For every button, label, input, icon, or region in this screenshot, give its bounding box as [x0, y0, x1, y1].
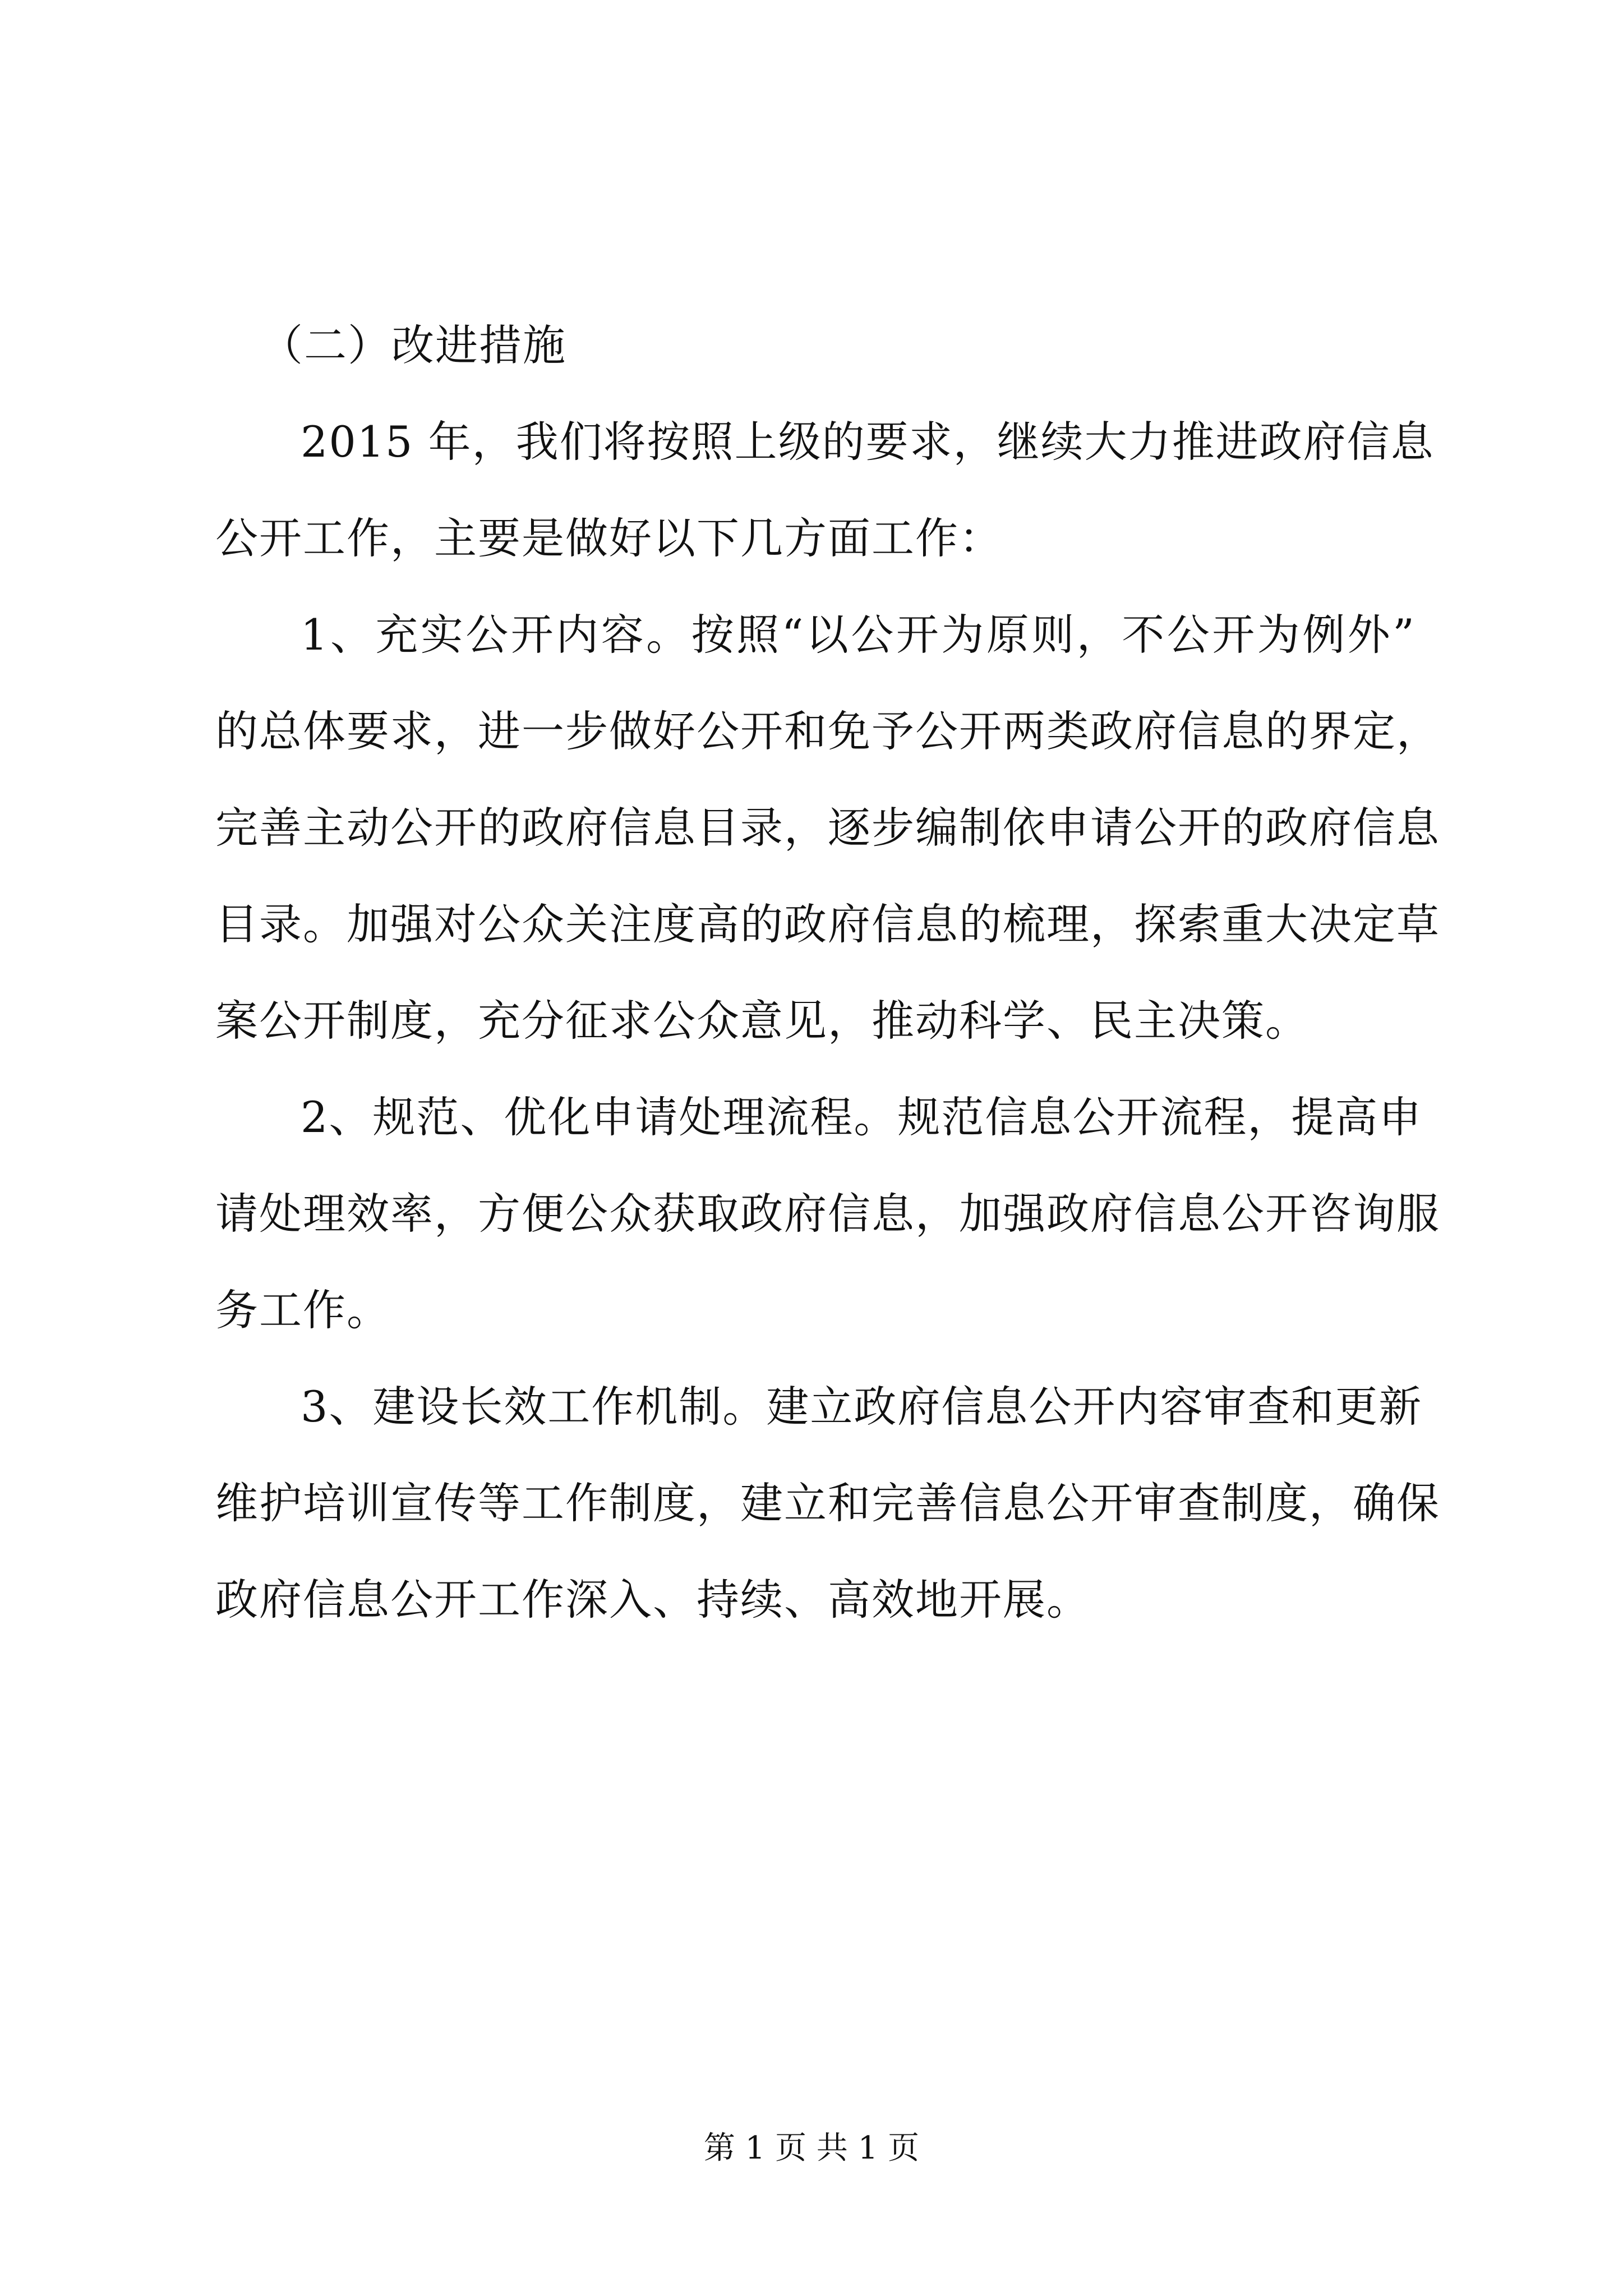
paragraph-2-line-1: 1、充实公开内容。按照“以公开为原则，不公开为例外” [301, 610, 1415, 660]
paragraph-1-line-1: 2015 年，我们将按照上级的要求，继续大力推进政府信息 [301, 417, 1435, 467]
paragraph-4-line-1: 3、建设长效工作机制。建立政府信息公开内容审查和更新 [301, 1382, 1423, 1432]
paragraph-3-line-3: 务工作。 [215, 1285, 390, 1335]
paragraph-4-line-2: 维护培训宣传等工作制度，建立和完善信息公开审查制度，确保 [215, 1478, 1440, 1528]
paragraph-1-line-2: 公开工作，主要是做好以下几方面工作： [215, 513, 1003, 563]
paragraph-2-line-3: 完善主动公开的政府信息目录，逐步编制依申请公开的政府信息 [215, 803, 1440, 853]
paragraph-2-line-5: 案公开制度，充分征求公众意见，推动科学、民主决策。 [215, 996, 1309, 1046]
paragraph-4-line-3: 政府信息公开工作深入、持续、高效地开展。 [215, 1575, 1090, 1625]
paragraph-3-line-1: 2、规范、优化申请处理流程。规范信息公开流程，提高申 [301, 1092, 1423, 1142]
page-number-footer: 第 1 页 共 1 页 [703, 2130, 920, 2166]
paragraph-2-line-2: 的总体要求，进一步做好公开和免予公开两类政府信息的界定， [215, 706, 1440, 756]
paragraph-2-line-4: 目录。加强对公众关注度高的政府信息的梳理，探索重大决定草 [215, 899, 1440, 949]
section-heading: （二）改进措施 [260, 320, 566, 370]
paragraph-3-line-2: 请处理效率，方便公众获取政府信息，加强政府信息公开咨询服 [215, 1189, 1440, 1239]
document-body [215, 297, 1440, 1648]
